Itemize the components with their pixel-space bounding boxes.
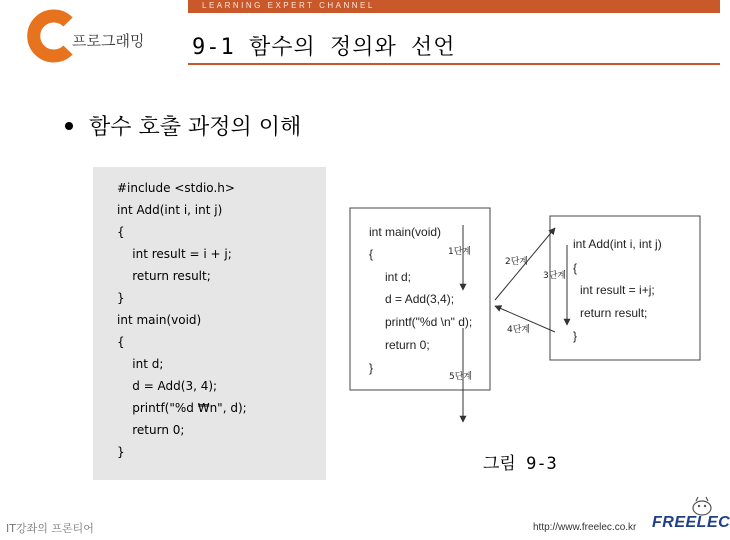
fig-main-line: int main(void) (369, 225, 442, 239)
code-line: int d; (117, 357, 164, 371)
fig-main-line: } (369, 361, 374, 375)
fig-add-line: int Add(int i, int j) (573, 237, 662, 251)
code-line: int result = i + j; (117, 247, 232, 261)
fig-main-line: return 0; (385, 338, 430, 352)
header-band (188, 0, 720, 13)
fig-add-line: { (573, 261, 578, 275)
title-underline (188, 63, 720, 65)
footer-url: http://www.freelec.co.kr (533, 522, 637, 533)
code-line: { (117, 335, 125, 349)
step-label: 5단계 (449, 372, 473, 382)
code-line: int main(void) (117, 313, 202, 327)
fig-main-line: d = Add(3,4); (385, 292, 455, 306)
step-label: 3단계 (543, 271, 567, 281)
step-label: 4단계 (507, 325, 531, 335)
fig-main-line: int d; (385, 270, 412, 284)
logo-text: 프로그래밍 (72, 32, 145, 50)
bullet-dot-icon (65, 122, 73, 130)
bullet-text: 함수 호출 과정의 이해 (89, 115, 302, 140)
code-line: } (117, 445, 125, 459)
code-line: int Add(int i, int j) (117, 203, 223, 217)
bullet-item (65, 110, 301, 141)
code-line: printf("%d ₩n", d); (117, 401, 247, 415)
code-panel (93, 167, 326, 480)
code-line: return result; (117, 269, 211, 283)
code-line: { (117, 225, 125, 239)
code-line: return 0; (117, 423, 185, 437)
code-line: } (117, 291, 125, 305)
fig-add-line: } (573, 329, 578, 343)
code-line: #include <stdio.h> (117, 181, 235, 195)
fig-main-line: { (369, 247, 374, 261)
page-title: 9-1 함수의 정의와 선언 (192, 35, 456, 60)
figure-caption: 그림 9-3 (483, 454, 557, 474)
fig-main-line: printf("%d \n" d); (385, 315, 473, 329)
freelec-logo: FREELEC (652, 514, 730, 531)
fig-add-line: return result; (580, 306, 648, 320)
code-line: d = Add(3, 4); (117, 379, 218, 393)
step-label: 1단계 (448, 247, 472, 257)
call-flow-diagram (345, 200, 700, 430)
fig-add-line: int result = i+j; (580, 283, 655, 297)
footer-tagline: IT강좌의 프론티어 (6, 522, 94, 535)
header-band-text: LEARNING EXPERT CHANNEL (202, 1, 375, 10)
step-label: 2단계 (505, 257, 529, 267)
